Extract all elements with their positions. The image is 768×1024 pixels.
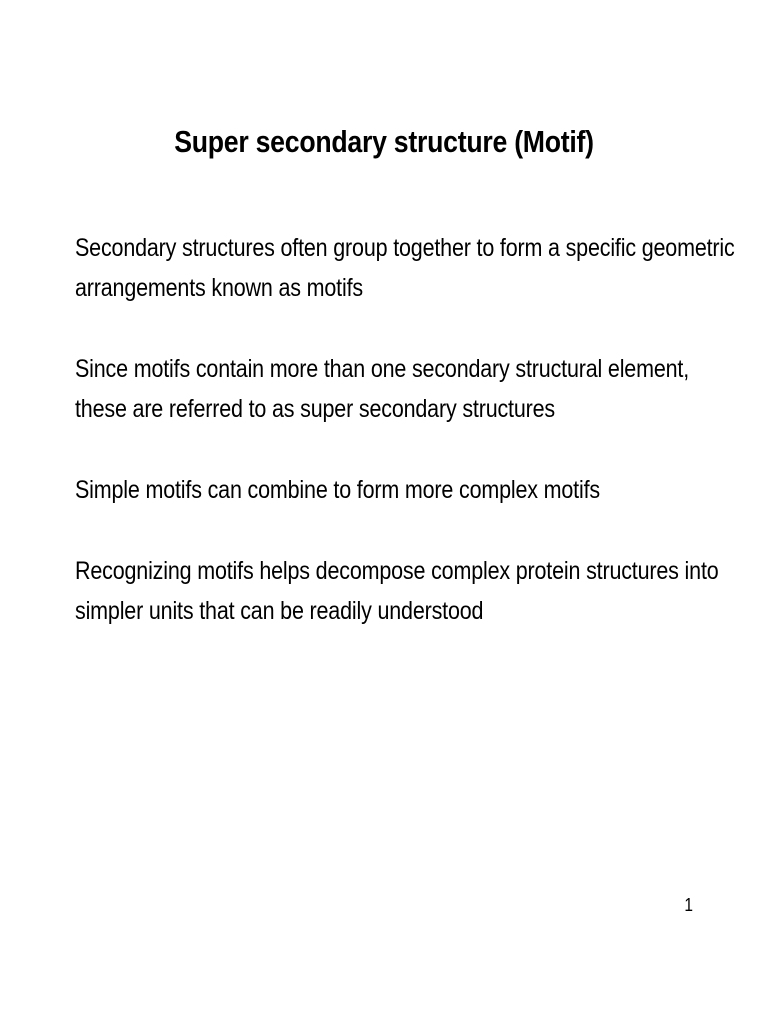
slide-title: Super secondary structure (Motif) [174, 124, 594, 159]
paragraph-simple-motifs [75, 470, 677, 510]
paragraph-line: simpler units that can be readily understood [75, 597, 484, 625]
paragraph-line: Secondary structures often group together to form a specific geometric [75, 234, 735, 262]
paragraph-line: Since motifs contain more than one secondary structural element, [75, 355, 690, 383]
page-number: 1 [684, 895, 693, 915]
paragraph-line: these are referred to as super secondary structures [75, 395, 556, 423]
paragraph-line: arrangements known as motifs [75, 274, 363, 302]
paragraph-super-secondary [75, 349, 690, 429]
paragraph-secondary-structures [75, 228, 735, 308]
paragraph-recognizing-motifs [75, 551, 719, 631]
paragraph-line: Simple motifs can combine to form more complex motifs [75, 476, 600, 504]
paragraph-line: Recognizing motifs helps decompose complex protein structures into [75, 557, 719, 585]
